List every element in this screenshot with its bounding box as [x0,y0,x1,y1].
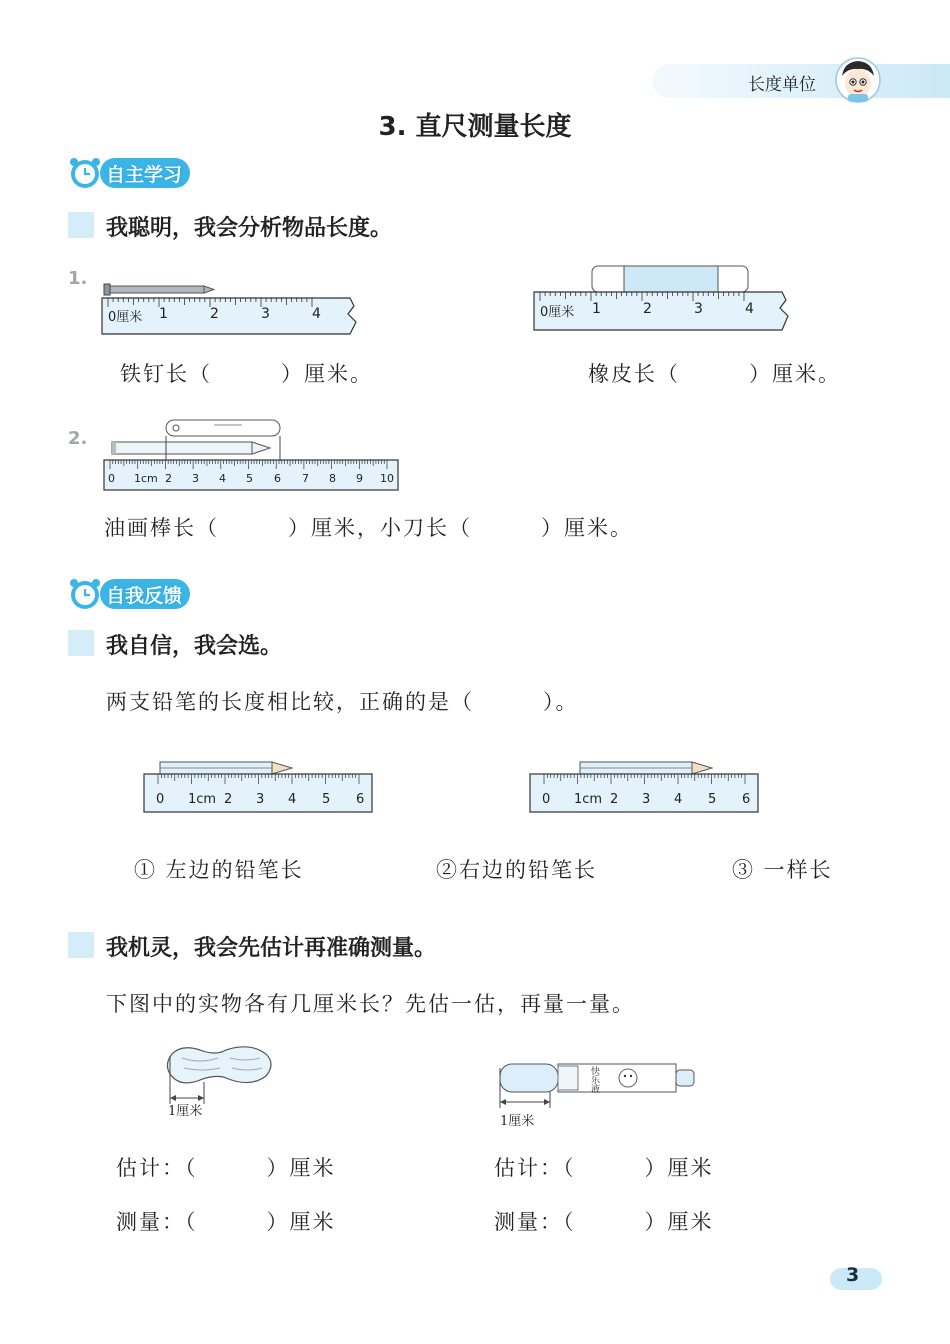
option-3[interactable]: ③ 一样长 [732,858,833,882]
ruler3-label: 9 [356,472,363,485]
ruler1-tick-label: 2 [210,306,219,322]
ruler2-tick-label: 4 [745,301,754,317]
q1-number: 1. [68,268,88,289]
right-measure: 测量：（ ）厘米 [494,1210,714,1234]
q2-answer-text: 油画棒长（ ）厘米，小刀长（ ）厘米。 [104,516,633,540]
ruler3-label: 1cm [134,472,158,485]
ruler3-label: 10 [380,472,394,485]
q2-number: 2. [68,428,88,449]
pencil-icon [160,762,292,774]
ruler2-tick-label: 3 [694,301,703,317]
ruler3-label: 8 [329,472,336,485]
glue-label: 快乐液 [589,1066,599,1093]
ruler3-label: 2 [165,472,172,485]
right-estimate: 估计：（ ）厘米 [494,1156,714,1180]
crayon-icon [112,442,270,454]
eraser-answer-text: 橡皮长（ ）厘米。 [588,362,841,386]
ruler4-label: 2 [224,792,233,807]
ruler1-tick-label: 1 [159,306,168,322]
section3-heading: 我机灵，我会先估计再准确测量。 [106,936,437,961]
self-feedback-badge [68,577,190,611]
section2-heading: 我自信，我会选。 [106,634,283,659]
alarm-clock-icon [68,156,102,190]
pencil-ruler-left [142,756,378,816]
ruler1-tick-label: 3 [261,306,270,322]
peanut-unit-mark: 1厘米 [168,1104,203,1119]
left-estimate: 估计：（ ）厘米 [116,1156,336,1180]
option-1[interactable]: ① 左边的铅笔长 [134,858,304,882]
ruler5-label: 1cm [574,792,603,807]
ruler3-label: 5 [246,472,253,485]
eraser-icon [592,266,748,292]
chapter-label: 长度单位 [748,75,816,95]
section1-heading: 我聪明，我会分析物品长度。 [106,216,393,241]
ruler5-label: 6 [742,792,751,807]
ruler4-label: 4 [288,792,297,807]
option-2[interactable]: ②右边的铅笔长 [436,858,597,882]
ruler5-label: 3 [642,792,651,807]
ruler2-zero: 0厘米 [540,305,575,320]
ruler5-label: 0 [542,792,551,807]
peanut-icon [167,1047,271,1083]
peanut-figure [160,1042,280,1106]
section-marker [68,932,94,958]
alarm-clock-icon [68,577,102,611]
nail-icon [104,284,214,295]
section-marker [68,212,94,238]
ruler5-label: 4 [674,792,683,807]
ruler4-label: 1cm [188,792,217,807]
nail-answer-text: 铁钉长（ ）厘米。 [120,362,373,386]
ruler3-label: 0 [108,472,115,485]
ruler4-label: 3 [256,792,265,807]
ruler1-zero: 0厘米 [108,310,143,325]
ruler1-tick-label: 4 [312,306,321,322]
self-study-badge [68,156,190,190]
section-marker [68,630,94,656]
ruler4-label: 6 [356,792,365,807]
self-feedback-label: 自我反馈 [106,584,183,607]
pencil-ruler-right [528,756,764,816]
eraser-ruler [532,264,794,336]
ruler3-label: 4 [219,472,226,485]
section2-question: 两支铅笔的长度相比较，正确的是（ ）。 [106,690,579,714]
ruler2-tick-label: 2 [643,301,652,317]
ruler2-tick-label: 1 [592,301,601,317]
ruler5-label: 5 [708,792,717,807]
ruler3-label: 3 [192,472,199,485]
glue-unit-mark: 1厘米 [500,1114,535,1129]
section3-question: 下图中的实物各有几厘米长？先估一估，再量一量。 [106,992,635,1016]
ruler3-label: 7 [302,472,309,485]
knife-icon [166,420,280,436]
ruler3-label: 6 [274,472,281,485]
ruler4-label: 5 [322,792,331,807]
page-title: 3. 直尺测量长度 [378,112,572,142]
self-study-label: 自主学习 [106,163,183,186]
boy-face-icon [834,56,882,104]
ruler5-label: 2 [610,792,619,807]
page-number: 3 [846,1264,860,1286]
pencil-icon [580,762,712,774]
ruler4-label: 0 [156,792,165,807]
left-measure: 测量：（ ）厘米 [116,1210,336,1234]
